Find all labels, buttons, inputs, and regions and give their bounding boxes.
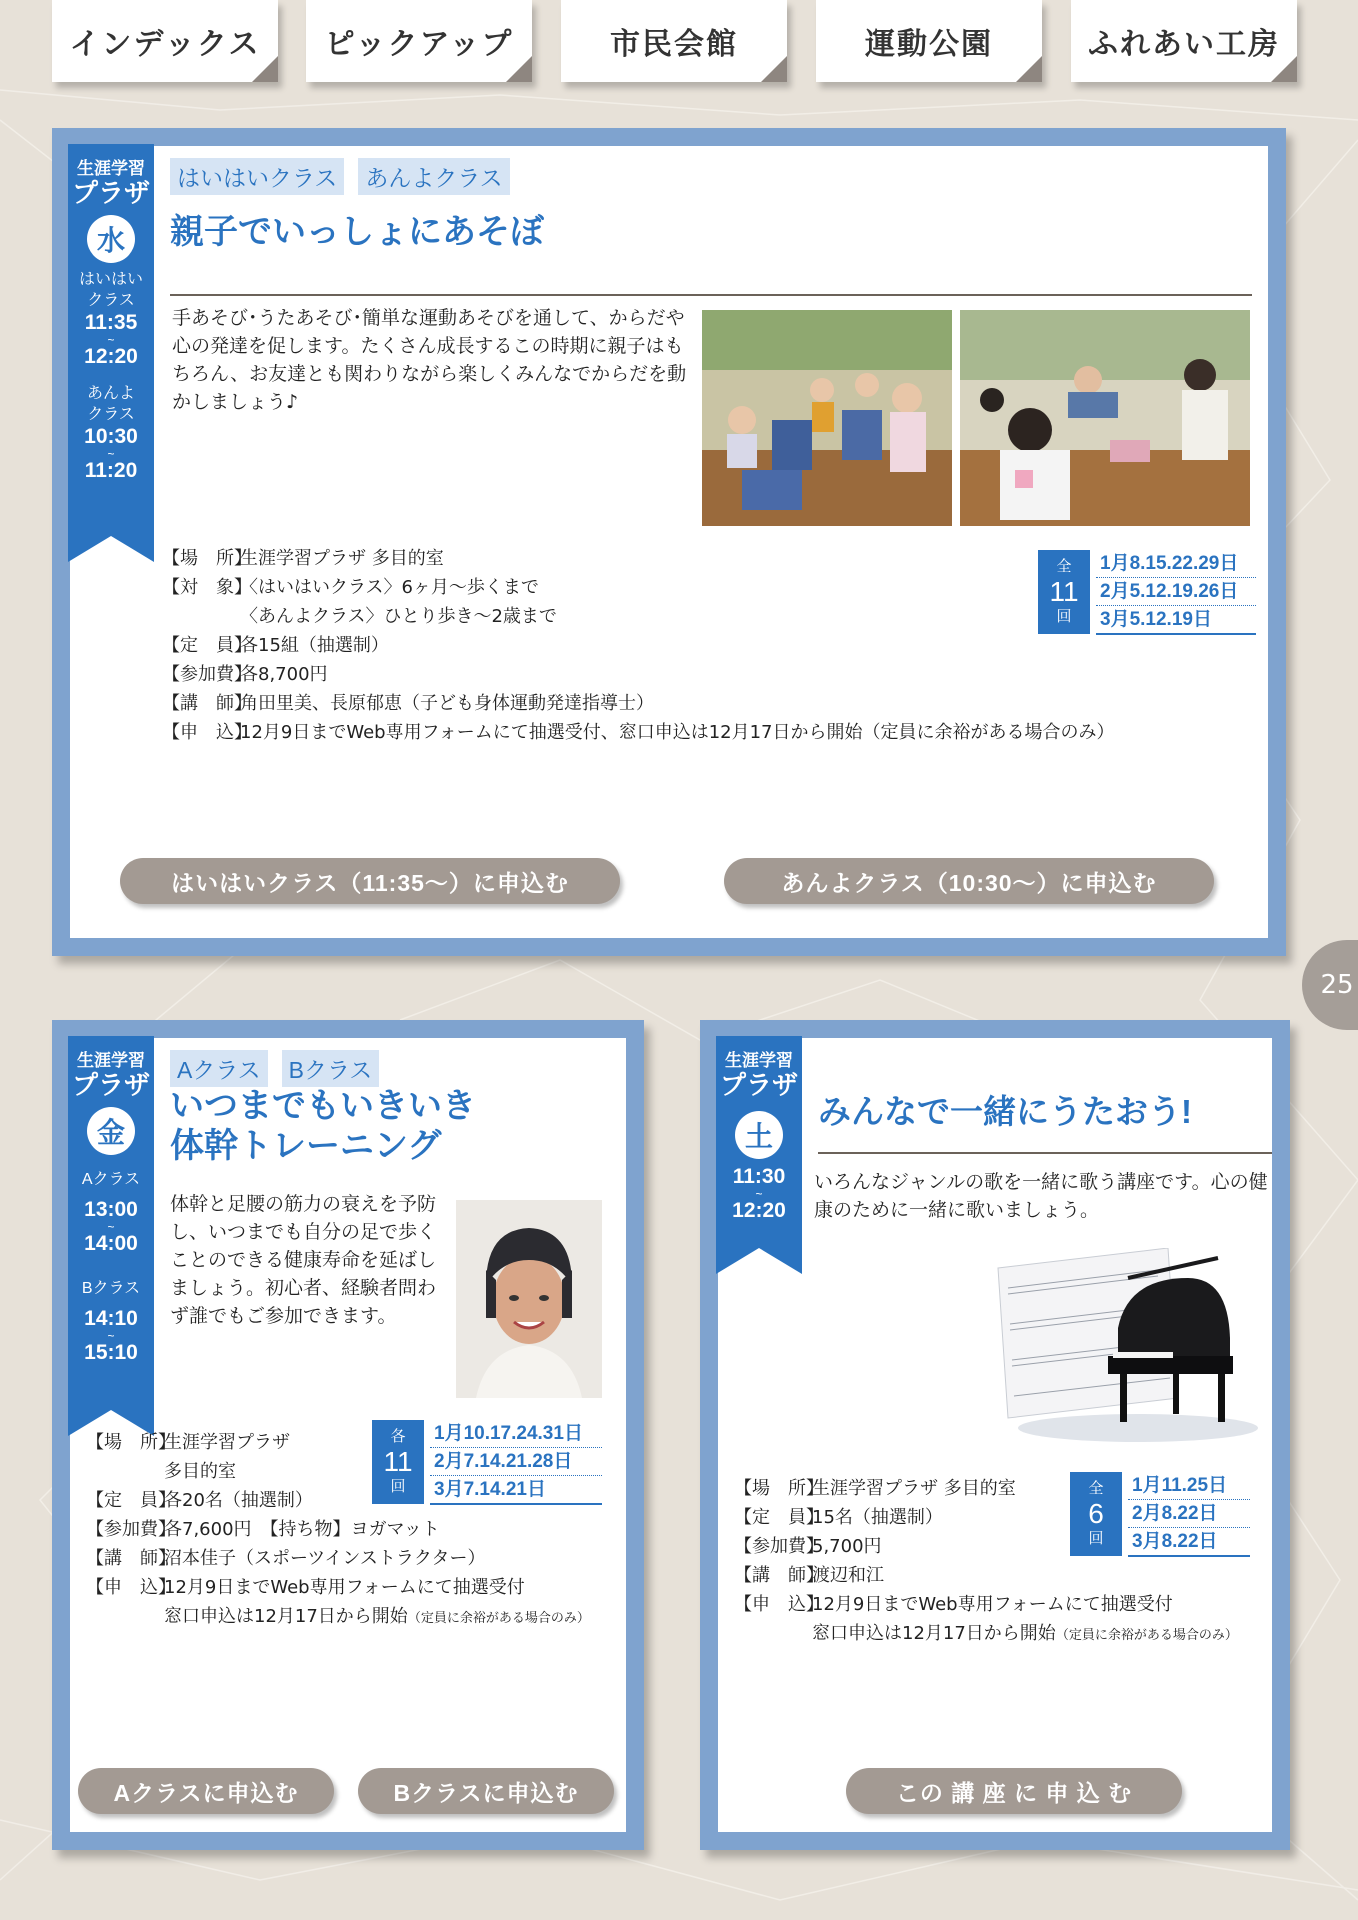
info-row: [734, 1561, 1238, 1590]
date-row: 3月8.22日: [1128, 1528, 1250, 1557]
info-row: [162, 602, 1115, 631]
info-value: 窓口申込は12月17日から開始: [164, 1606, 408, 1627]
weekday-badge: 水: [87, 215, 135, 263]
session-count: [1038, 550, 1256, 635]
date-row: 3月7.14.21日: [430, 1476, 602, 1505]
info-value: 15名（抽選制）: [812, 1507, 943, 1528]
info-row: [162, 544, 1115, 573]
start-time: 11:30: [732, 1165, 786, 1188]
class-name: Bクラス: [81, 1280, 141, 1297]
course-card-parent-child: [52, 128, 1286, 956]
tab-civic-hall[interactable]: [561, 0, 787, 82]
info-value: 生涯学習プラザ 多目的室: [240, 548, 444, 569]
class-name: はいはい クラス: [78, 271, 143, 309]
session-count: [1070, 1472, 1250, 1557]
venue-label-2: プラザ: [71, 178, 150, 208]
class-tags: [170, 1050, 393, 1087]
info-row: [162, 689, 1115, 718]
start-time: 10:30: [84, 425, 138, 448]
course-card-core-training: [52, 1020, 644, 1850]
tab-label: 運動公園: [865, 27, 993, 62]
course-description: 手あそび･うたあそび･簡単な運動あそびを通して、からだや心の発達を促します。たくさん成長するこの時期に親子はもちろん、お友達とも関わりながら楽しくみんなでからだを動かしましょう♪: [172, 307, 687, 413]
venue-label: 生涯学習: [77, 1051, 145, 1070]
session-count-box: 全 11 回: [1038, 550, 1090, 634]
start-time: 14:10: [84, 1307, 138, 1330]
tilde: ~: [107, 333, 115, 347]
tab-label: ふれあい工房: [1088, 27, 1280, 62]
course-title: 親子でいっしょにあそぼ: [170, 213, 544, 251]
info-row: [86, 1602, 590, 1633]
session-dates: [1128, 1472, 1250, 1557]
course-info: [162, 544, 1115, 747]
info-value: 5,700円: [812, 1536, 882, 1557]
info-row: [86, 1544, 590, 1573]
date-row: 2月5.12.19.26日: [1096, 578, 1256, 606]
info-value: 生涯学習プラザ 多目的室: [812, 1478, 1016, 1499]
date-row: 2月7.14.21.28日: [430, 1448, 602, 1476]
info-key: 【場 所】: [86, 1432, 176, 1453]
tab-sports-park[interactable]: [816, 0, 1042, 82]
end-time: 15:10: [84, 1341, 138, 1364]
info-key: 【場 所】: [162, 548, 252, 569]
tilde: ~: [107, 1329, 115, 1343]
class-tags: [170, 158, 524, 195]
apply-course-button[interactable]: この 講 座 に 申 込 む: [846, 1768, 1182, 1814]
end-time: 12:20: [84, 345, 138, 368]
photo-kids-playroom: [702, 310, 952, 526]
class-tag: あんよクラス: [358, 158, 509, 195]
info-row: [734, 1590, 1238, 1619]
course-title: みんなで一緒にうたおう!: [818, 1093, 1192, 1130]
apply-haihai-button[interactable]: はいはいクラス（11:35～）に申込む: [120, 858, 620, 904]
divider: [170, 294, 1252, 296]
date-row: 1月11.25日: [1128, 1472, 1250, 1500]
end-time: 11:20: [84, 459, 138, 482]
venue-label-2: プラザ: [719, 1070, 798, 1100]
info-key: 【場 所】: [734, 1478, 824, 1499]
info-key: 【申 込】: [162, 722, 252, 743]
session-count: [372, 1420, 602, 1505]
tab-label: インデックス: [69, 27, 261, 62]
info-value: 渡辺和江: [812, 1565, 884, 1586]
info-key: 【定 員】: [162, 635, 252, 656]
start-time: 13:00: [84, 1198, 138, 1221]
page-number: 25: [1302, 940, 1358, 1030]
session-count-box: 全 6 回: [1070, 1472, 1122, 1556]
info-value: 12月9日までWeb専用フォームにて抽選受付: [164, 1577, 525, 1598]
venue-label: 生涯学習: [725, 1051, 793, 1070]
schedule-ribbon: [68, 144, 154, 536]
divider: [818, 1152, 1272, 1154]
info-note: （定員に余裕がある場合のみ）: [407, 1611, 590, 1626]
session-dates: [430, 1420, 602, 1505]
info-key: 【講 師】: [734, 1565, 824, 1586]
course-description: いろんなジャンルの歌を一緒に歌う講座です。心の健康のために一緒に歌いましょう。: [814, 1171, 1268, 1221]
date-row: 2月8.22日: [1128, 1500, 1250, 1528]
venue-label: 生涯学習: [77, 159, 145, 178]
weekday-badge: 土: [735, 1111, 783, 1159]
info-value: 窓口申込は12月17日から開始: [812, 1623, 1056, 1644]
apply-anyo-button[interactable]: あんよクラス（10:30～）に申込む: [724, 858, 1214, 904]
info-row: [734, 1619, 1238, 1650]
class-tag: はいはいクラス: [170, 158, 344, 195]
info-key: 【定 員】: [734, 1507, 824, 1528]
date-row: 3月5.12.19日: [1096, 606, 1256, 635]
info-row: [162, 631, 1115, 660]
class-tag: Bクラス: [282, 1050, 380, 1087]
venue-label-2: プラザ: [71, 1070, 150, 1100]
tilde: ~: [755, 1187, 763, 1201]
info-row: [162, 660, 1115, 689]
start-time: 11:35: [84, 311, 138, 334]
info-value: 〈はいはいクラス〉6ヶ月～歩くまで: [240, 577, 539, 598]
apply-class-a-button[interactable]: Aクラスに申込む: [78, 1768, 334, 1814]
photo-parents-with-kids: [960, 310, 1250, 526]
info-value: 各15組（抽選制）: [240, 635, 389, 656]
info-key: 【参加費】: [734, 1536, 824, 1557]
info-value: 各8,700円: [240, 664, 328, 685]
info-row: [86, 1573, 590, 1602]
photo-instructor: [456, 1200, 602, 1398]
tilde: ~: [107, 1220, 115, 1234]
tab-index[interactable]: [52, 0, 278, 82]
info-value: 〈あんよクラス〉ひとり歩き～2歳まで: [240, 606, 557, 627]
apply-class-b-button[interactable]: Bクラスに申込む: [358, 1768, 614, 1814]
info-value: 12月9日までWeb専用フォームにて抽選受付: [812, 1594, 1173, 1615]
info-key: 【申 込】: [86, 1577, 176, 1598]
session-dates: [1096, 550, 1256, 635]
course-title: いつまでもいきいき 体幹トレーニング: [170, 1087, 476, 1165]
end-time: 12:20: [732, 1199, 786, 1222]
weekday-badge: 金: [87, 1107, 135, 1155]
info-key: 【講 師】: [162, 693, 252, 714]
info-note: （定員に余裕がある場合のみ）: [1055, 1628, 1238, 1643]
info-row: [86, 1515, 590, 1544]
date-row: 1月8.15.22.29日: [1096, 550, 1256, 578]
tab-pickup[interactable]: [306, 0, 532, 82]
info-row: [162, 718, 1115, 747]
info-key: 【申 込】: [734, 1594, 824, 1615]
course-description: 体幹と足腰の筋力の衰えを予防し、いつまでも自分の足で歩くことのできる健康寿命を延ばしましょう。初心者、経験者問わず誰でもご参加できます。: [170, 1193, 437, 1327]
schedule-ribbon: [68, 1036, 154, 1410]
piano-illustration: [968, 1248, 1268, 1448]
info-key: 【参加費】: [86, 1519, 176, 1540]
tilde: ~: [107, 447, 115, 461]
info-value: 多目的室: [164, 1461, 236, 1482]
class-name: Aクラス: [81, 1171, 141, 1188]
info-value: 沼本佳子（スポーツインストラクター）: [164, 1548, 486, 1569]
session-count-box: 各 11 回: [372, 1420, 424, 1504]
info-value: 生涯学習プラザ: [164, 1432, 290, 1453]
course-card-singing: [700, 1020, 1290, 1850]
tab-label: 市民会館: [610, 27, 738, 62]
info-key: 【対 象】: [162, 577, 252, 598]
tab-label: ピックアップ: [324, 27, 514, 62]
tab-fureai-kobo[interactable]: [1071, 0, 1297, 82]
info-key: 【定 員】: [86, 1490, 176, 1511]
date-row: 1月10.17.24.31日: [430, 1420, 602, 1448]
info-value: 12月9日までWeb専用フォームにて抽選受付、窓口申込は12月17日から開始（定員に余裕がある場合のみ）: [240, 722, 1115, 743]
info-value: 角田里美、長原郁恵（子ども身体運動発達指導士）: [240, 693, 654, 714]
info-key: 【講 師】: [86, 1548, 176, 1569]
end-time: 14:00: [84, 1232, 138, 1255]
info-key: 【参加費】: [162, 664, 252, 685]
schedule-ribbon: [716, 1036, 802, 1248]
class-name: あんよ クラス: [86, 385, 135, 423]
class-tag: Aクラス: [170, 1050, 268, 1087]
info-row: [162, 573, 1115, 602]
info-value: 各20名（抽選制）: [164, 1490, 313, 1511]
info-value: 各7,600円 【持ち物】ヨガマット: [164, 1519, 440, 1540]
